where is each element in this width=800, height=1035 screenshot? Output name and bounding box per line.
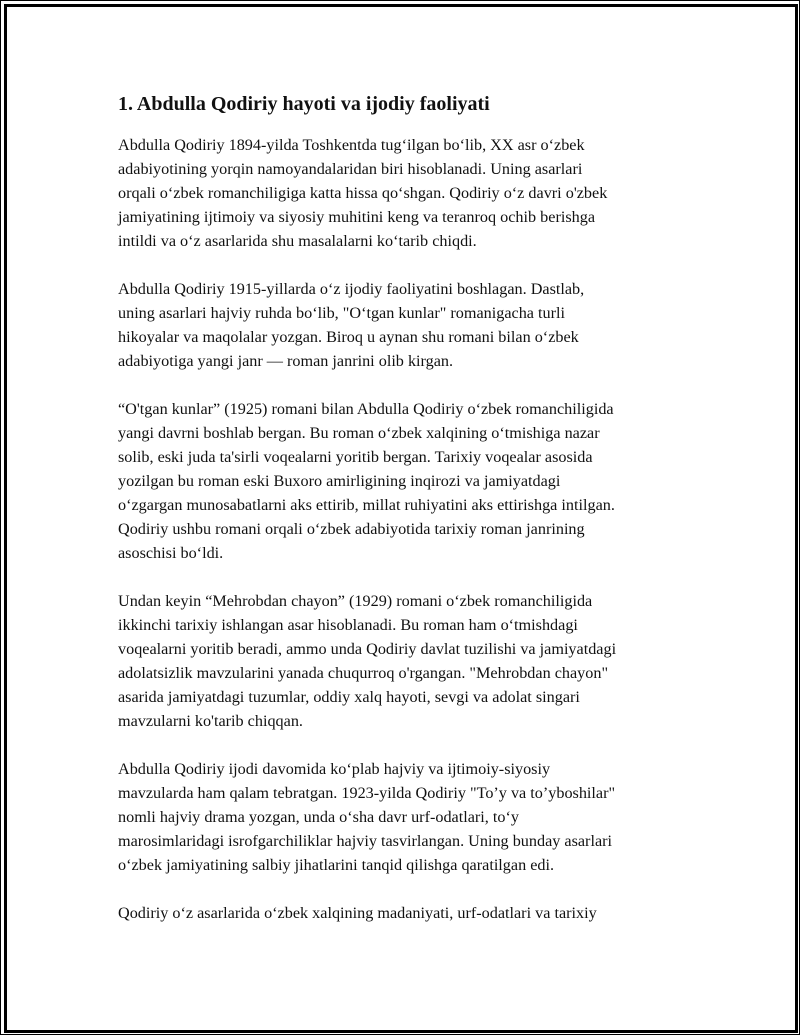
text-line: marosimlaridagi isrofgarchiliklar hajviy tasvirlangan. Uning bunday asarlari	[118, 832, 613, 850]
text-line: adabiyotining yorqin namoyandalaridan biri hisoblanadi. Uning asarlari	[118, 160, 583, 178]
paragraph-5	[118, 757, 698, 877]
text-line: o‘zbek jamiyatining salbiy jihatlarini tanqid qilishga qaratilgan edi.	[118, 856, 555, 874]
paragraph-2	[118, 277, 698, 373]
text-line: Qodiriy ushbu romani orqali o‘zbek adabiyotida tarixiy roman janrining	[118, 520, 585, 538]
document-body	[118, 90, 698, 949]
text-line: yangi davrni boshlab bergan. Bu roman o‘zbek xalqining o‘tmishiga nazar	[118, 424, 600, 442]
text-line: Undan keyin “Mehrobdan chayon” (1929) romani o‘zbek romanchiligida	[118, 592, 593, 610]
paragraph-3	[118, 397, 698, 565]
text-line: orqali o‘zbek romanchiligiga katta hissa qo‘shgan. Qodiriy o‘z davri o'zbek	[118, 184, 608, 202]
text-line: voqealarni yoritib beradi, ammo unda Qodiriy davlat tuzilishi va jamiyatdagi	[118, 640, 617, 658]
text-line: Abdulla Qodiriy 1894-yilda Toshkentda tug‘ilgan bo‘lib, XX asr o‘zbek	[118, 136, 585, 154]
text-line: uning asarlari hajviy ruhda bo‘lib, "O‘tgan kunlar" romanigacha turli	[118, 304, 565, 322]
paragraph-4	[118, 589, 698, 733]
text-line: Abdulla Qodiriy 1915-yillarda o‘z ijodiy faoliyatini boshlagan. Dastlab,	[118, 280, 585, 298]
text-line: yozilgan bu roman eski Buxoro amirligining inqirozi va jamiyatdagi	[118, 472, 561, 490]
text-line: Abdulla Qodiriy ijodi davomida ko‘plab hajviy va ijtimoiy-siyosiy	[118, 760, 551, 778]
text-line: ikkinchi tarixiy ishlangan asar hisoblanadi. Bu roman ham o‘tmishdagi	[118, 616, 578, 634]
text-line: mavzularni ko'tarib chiqqan.	[118, 712, 303, 730]
text-line: adabiyotiga yangi janr — roman janrini olib kirgan.	[118, 352, 454, 370]
text-line: hikoyalar va maqolalar yozgan. Biroq u aynan shu romani bilan o‘zbek	[118, 328, 579, 346]
paragraph-6	[118, 901, 698, 925]
text-line: o‘zgargan munosabatlarni aks ettirib, millat ruhiyatini aks ettirishga intilgan.	[118, 496, 615, 514]
text-line: asarida jamiyatdagi tuzumlar, oddiy xalq hayoti, sevgi va adolat singari	[118, 688, 580, 706]
text-line: asoschisi bo‘ldi.	[118, 544, 224, 562]
text-line: Qodiriy o‘z asarlarida o‘zbek xalqining madaniyati, urf-odatlari va tarixiy	[118, 904, 597, 922]
text-line: intildi va o‘z asarlarida shu masalalarni ko‘tarib chiqdi.	[118, 232, 477, 250]
section-heading: 1. Abdulla Qodiriy hayoti va ijodiy faoliyati	[118, 93, 490, 115]
text-line: jamiyatining ijtimoiy va siyosiy muhitini keng va teranroq ochib berishga	[118, 208, 596, 226]
text-line: nomli hajviy drama yozgan, unda o‘sha davr urf-odatlari, to‘y	[118, 808, 519, 826]
paragraph-1	[118, 133, 698, 253]
text-line: “O'tgan kunlar” (1925) romani bilan Abdulla Qodiriy o‘zbek romanchiligida	[118, 400, 614, 418]
text-line: solib, eski juda ta'sirli voqealarni yoritib bergan. Tarixiy voqealar asosida	[118, 448, 593, 466]
text-line: mavzularda ham qalam tebratgan. 1923-yilda Qodiriy "To’y va to’yboshilar"	[118, 784, 616, 802]
text-line: adolatsizlik mavzularini yanada chuqurroq o'rgangan. "Mehrobdan chayon"	[118, 664, 609, 682]
